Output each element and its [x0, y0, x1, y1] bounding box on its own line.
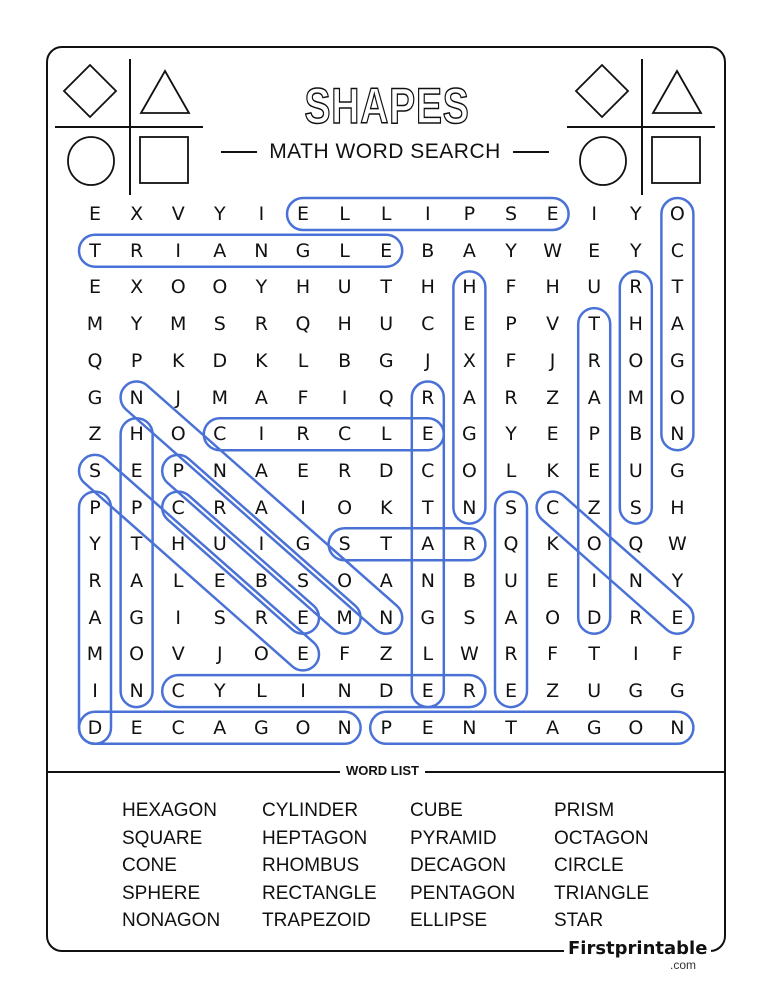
grid-letter: E	[671, 606, 684, 629]
shapes-decoration-left	[55, 47, 203, 187]
grid-letter: R	[129, 239, 144, 262]
grid-letter: I	[258, 423, 265, 446]
grid-letter: D	[378, 459, 394, 482]
grid-letter: C	[171, 716, 185, 739]
grid-letter: I	[591, 570, 597, 592]
grid-letter: W	[667, 533, 687, 556]
grid-letter: V	[171, 643, 185, 666]
grid-letter: I	[175, 606, 181, 629]
grid-letter: I	[424, 203, 431, 225]
word-list-item: RECTANGLE	[262, 882, 377, 904]
shapes-decoration-right	[567, 47, 715, 187]
grid-letter: S	[213, 313, 226, 336]
diamond-icon	[574, 63, 630, 119]
grid-letter: R	[504, 386, 518, 409]
grid-letter: P	[130, 349, 143, 372]
grid-letter: E	[588, 239, 601, 262]
word-list-item: SQUARE	[122, 827, 203, 849]
grid-letter: V	[546, 313, 560, 336]
grid-letter: H	[420, 276, 435, 299]
grid-letter: E	[296, 643, 309, 666]
grid-letter: O	[545, 606, 561, 629]
grid-letter: L	[256, 680, 267, 703]
grid-letter: O	[669, 203, 685, 225]
grid-letter: H	[171, 533, 186, 556]
grid-letter: I	[591, 203, 597, 225]
grid-letter: P	[505, 313, 517, 336]
grid-letter: I	[258, 533, 265, 556]
word-list-item: ELLIPSE	[410, 910, 488, 932]
grid-letter: G	[586, 716, 602, 739]
grid-letter: S	[296, 570, 310, 592]
triangle-icon	[139, 69, 191, 115]
grid-letter: G	[670, 349, 685, 372]
grid-letter: D	[378, 680, 394, 703]
grid-letter: Y	[89, 533, 101, 556]
grid-letter: D	[586, 606, 602, 629]
grid-letter: N	[129, 680, 144, 703]
grid-letter: E	[546, 203, 559, 225]
grid-letter: E	[421, 716, 434, 739]
grid-letter: E	[130, 716, 143, 739]
grid-letter: K	[546, 459, 559, 482]
grid-letter: K	[546, 533, 559, 556]
grid-letter: Z	[587, 496, 601, 519]
grid-letter: H	[295, 276, 311, 299]
word-list-item: CIRCLE	[554, 855, 624, 877]
grid-letter: I	[341, 386, 348, 409]
grid-letter: E	[213, 570, 226, 592]
grid-letter: T	[588, 313, 600, 336]
grid-letter: H	[628, 313, 643, 336]
square-icon	[139, 136, 189, 184]
grid-letter: Q	[87, 349, 103, 372]
grid-letter: C	[670, 239, 685, 262]
grid-letter: R	[254, 313, 268, 336]
grid-letter: R	[629, 606, 643, 629]
grid-letter: M	[169, 313, 187, 336]
grid-letter: H	[545, 276, 560, 299]
grid-letter: N	[212, 459, 227, 482]
divider	[221, 151, 257, 153]
grid-letter: I	[300, 680, 306, 703]
grid-letter: P	[463, 203, 476, 225]
grid-letter: O	[295, 716, 311, 739]
grid-letter: I	[92, 680, 98, 703]
grid-letter: T	[380, 533, 392, 556]
circle-icon	[65, 135, 117, 187]
brand-suffix: .com	[670, 958, 697, 972]
grid-letter: C	[171, 496, 185, 519]
grid-letter: E	[588, 459, 601, 482]
word-list-column	[122, 797, 220, 935]
grid-letter: F	[671, 643, 683, 666]
grid-letter: X	[462, 349, 476, 372]
word-list-item: DECAGON	[410, 855, 507, 877]
circle-icon	[577, 135, 629, 187]
divider	[567, 126, 715, 128]
grid-letter: Q	[628, 533, 644, 556]
grid-letter: N	[628, 570, 643, 592]
grid-letter: V	[171, 203, 185, 225]
word-list-item: OCTAGON	[554, 827, 649, 849]
grid-letter: G	[295, 533, 311, 556]
grid-letter: Q	[295, 313, 311, 336]
word-list-item: HEXAGON	[122, 800, 218, 821]
subtitle-row	[215, 138, 555, 166]
grid-letter: O	[253, 643, 269, 666]
diamond-icon	[62, 63, 118, 119]
grid-letter: P	[130, 496, 143, 519]
grid-letter: Y	[213, 203, 226, 225]
grid-letter: A	[504, 606, 518, 629]
grid-letter: W	[459, 643, 479, 666]
grid-letter: E	[421, 680, 434, 703]
grid-letter: N	[337, 716, 352, 739]
grid-letter: O	[337, 496, 353, 519]
square-icon	[651, 136, 701, 184]
grid-letter: E	[546, 570, 559, 592]
page-title: SHAPES	[304, 78, 470, 134]
word-list-item: NONAGON	[122, 910, 221, 932]
word-list-item: CYLINDER	[262, 800, 359, 821]
grid-letter: Y	[671, 570, 684, 592]
grid-letter: O	[628, 349, 644, 372]
grid-letter: J	[549, 349, 556, 372]
grid-letter: A	[462, 386, 476, 409]
grid-letter: S	[629, 496, 642, 519]
grid-letter: T	[671, 276, 684, 299]
grid-letter: L	[380, 203, 392, 225]
word-list-item: PYRAMID	[410, 827, 497, 849]
grid-letter: Y	[629, 203, 642, 225]
grid-letter: O	[170, 423, 186, 446]
grid-letter: M	[86, 643, 104, 666]
grid-letter: Q	[378, 386, 394, 409]
grid-letter: R	[629, 276, 643, 299]
word-list-item: PENTAGON	[410, 882, 516, 904]
grid-letter: O	[337, 570, 353, 592]
grid-letter: X	[130, 276, 144, 299]
grid-letter: Y	[629, 239, 642, 262]
word-list-item: STAR	[554, 910, 604, 932]
grid-letter: A	[254, 496, 268, 519]
grid-letter: A	[587, 386, 601, 409]
brand-logo: Firstprintable	[564, 938, 711, 959]
grid-letter: B	[421, 239, 435, 262]
grid-letter: U	[337, 276, 352, 299]
word-list-column	[554, 797, 649, 935]
grid-letter: G	[628, 680, 644, 703]
grid-letter: X	[130, 203, 144, 225]
word-list-item: PRISM	[554, 800, 615, 821]
grid-letter: N	[462, 496, 477, 519]
grid-letter: R	[296, 423, 310, 446]
grid-letter: G	[295, 239, 311, 262]
grid-letter: O	[628, 716, 644, 739]
grid-letter: M	[627, 386, 644, 409]
grid-letter: S	[504, 203, 518, 225]
grid-letter: S	[88, 459, 102, 482]
grid-letter: N	[337, 680, 352, 703]
grid-letter: S	[213, 606, 226, 629]
grid-letter: Z	[546, 386, 560, 409]
grid-letter: G	[462, 423, 477, 446]
grid-letter: G	[420, 606, 436, 629]
grid-letter: P	[89, 496, 101, 519]
grid-letter: Y	[213, 680, 226, 703]
grid-letter: L	[297, 349, 309, 372]
grid-letter: E	[130, 459, 143, 482]
grid-letter: A	[546, 716, 560, 739]
grid-letter: T	[588, 643, 600, 666]
grid-letter: O	[212, 276, 228, 299]
grid-letter: B	[254, 570, 268, 592]
grid-letter: U	[587, 276, 602, 299]
grid-letter: N	[670, 716, 685, 739]
grid-letter: E	[88, 276, 101, 299]
grid-letter: U	[628, 459, 643, 482]
grid-letter: H	[462, 276, 477, 299]
grid-letter: A	[213, 716, 227, 739]
grid-letter: G	[129, 606, 144, 629]
grid-letter: C	[337, 423, 352, 446]
grid-letter: D	[87, 716, 103, 739]
grid-letter: M	[211, 386, 228, 409]
grid-letter: G	[670, 680, 685, 703]
word-list-item: TRIANGLE	[554, 882, 650, 904]
grid-letter: N	[462, 716, 477, 739]
divider	[55, 126, 203, 128]
grid-letter: O	[170, 276, 186, 299]
grid-letter: J	[175, 386, 181, 409]
word-list-item: RHOMBUS	[262, 855, 360, 877]
grid-letter: K	[255, 349, 268, 372]
grid-letter: G	[254, 716, 269, 739]
grid-letter: S	[338, 533, 351, 556]
grid-letter: L	[505, 459, 517, 482]
grid-letter: C	[421, 313, 435, 336]
grid-letter: C	[171, 680, 185, 703]
grid-letter: B	[629, 423, 643, 446]
grid-letter: P	[172, 459, 184, 482]
grid-letter: L	[422, 643, 434, 666]
grid-letter: E	[504, 680, 517, 703]
grid-letter: I	[258, 203, 265, 225]
grid-letter: A	[130, 570, 144, 592]
grid-letter: E	[296, 203, 309, 225]
grid-letter: G	[378, 349, 394, 372]
grid-letter: N	[254, 239, 269, 262]
grid-letter: E	[296, 459, 309, 482]
grid-letter: E	[546, 423, 559, 446]
grid-letter: Y	[255, 276, 268, 299]
grid-letter: F	[547, 643, 559, 666]
grid-letter: Q	[503, 533, 519, 556]
grid-letter: A	[88, 606, 102, 629]
grid-letter: R	[88, 570, 102, 592]
grid-letter: K	[171, 349, 185, 372]
grid-letter: F	[339, 643, 351, 666]
word-list-item: HEPTAGON	[262, 827, 368, 849]
grid-letter: J	[424, 349, 431, 372]
grid-letter: R	[462, 533, 476, 556]
grid-letter: R	[254, 606, 268, 629]
grid-letter: A	[379, 570, 393, 592]
grid-letter: C	[545, 496, 560, 519]
grid-letter: A	[421, 533, 435, 556]
grid-letter: H	[129, 423, 144, 446]
grid-letter: S	[504, 496, 518, 519]
grid-letter: U	[587, 680, 602, 703]
grid-letter: L	[172, 570, 184, 592]
grid-letter: N	[129, 386, 144, 409]
word-list-column	[410, 797, 515, 935]
grid-letter: L	[339, 239, 350, 262]
grid-letter: R	[504, 643, 518, 666]
grid-letter: U	[379, 313, 394, 336]
word-list-item: CONE	[122, 855, 177, 877]
grid-letter: F	[505, 276, 517, 299]
grid-letter: J	[216, 643, 223, 666]
grid-letter: I	[632, 643, 639, 666]
grid-letter: O	[129, 643, 145, 666]
grid-letter: T	[505, 716, 517, 739]
grid-letter: S	[463, 606, 476, 629]
divider	[513, 151, 549, 153]
grid-letter: Z	[546, 680, 560, 703]
grid-letter: K	[379, 496, 393, 519]
grid-letter: T	[421, 496, 434, 519]
grid-letter: R	[421, 386, 435, 409]
grid-letter: Y	[130, 313, 143, 336]
grid-letter: N	[379, 606, 394, 629]
grid-letter: Z	[379, 643, 393, 666]
grid-letter: B	[462, 570, 476, 592]
grid-letter: E	[421, 423, 434, 446]
page-subtitle: MATH WORD SEARCH	[269, 140, 501, 163]
word-list-label: WORD LIST	[340, 763, 425, 778]
word-list-item: TRAPEZOID	[262, 910, 371, 932]
grid-letter: O	[669, 386, 685, 409]
grid-letter: A	[462, 239, 476, 262]
grid-letter: Z	[88, 423, 102, 446]
word-list-item: SPHERE	[122, 882, 201, 904]
grid-letter: I	[300, 496, 306, 519]
grid-letter: A	[254, 386, 268, 409]
grid-letter: T	[130, 533, 143, 556]
grid-letter: T	[380, 276, 392, 299]
grid-letter: F	[505, 349, 517, 372]
grid-letter: N	[420, 570, 435, 592]
grid-letter: O	[586, 533, 602, 556]
grid-letter: R	[462, 680, 476, 703]
grid-letter: Y	[505, 423, 517, 446]
grid-letter: Y	[505, 239, 517, 262]
grid-letter: P	[380, 716, 392, 739]
grid-letter: H	[337, 313, 352, 336]
triangle-icon	[651, 69, 703, 115]
word-list-item: CUBE	[410, 800, 463, 821]
grid-letter: R	[587, 349, 601, 372]
grid-letter: R	[337, 459, 352, 482]
grid-letter: T	[89, 239, 101, 262]
grid-letter: N	[670, 423, 685, 446]
grid-letter: A	[670, 313, 684, 336]
grid-letter: E	[463, 313, 476, 336]
grid-letter: U	[504, 570, 518, 592]
grid-letter: C	[213, 423, 227, 446]
grid-letter: B	[338, 349, 352, 372]
grid-letter: E	[380, 239, 393, 262]
grid-letter: I	[175, 239, 181, 262]
grid-letter: G	[87, 386, 103, 409]
grid-letter: M	[336, 606, 353, 629]
grid-letter: G	[670, 459, 685, 482]
grid-letter: U	[212, 533, 227, 556]
word-list-column	[262, 797, 377, 935]
grid-letter: O	[461, 459, 477, 482]
grid-letter: E	[296, 606, 309, 629]
grid-letter: W	[543, 239, 562, 262]
grid-letter: D	[212, 349, 228, 372]
grid-letter: C	[421, 459, 435, 482]
grid-letter: L	[380, 423, 392, 446]
grid-letter: A	[254, 459, 268, 482]
grid-letter: E	[88, 203, 101, 225]
grid-letter: H	[670, 496, 685, 519]
grid-letter: A	[213, 239, 227, 262]
grid-letter: R	[213, 496, 227, 519]
grid-letter: L	[339, 203, 350, 225]
grid-letter: F	[297, 386, 309, 409]
grid-letter: M	[86, 313, 104, 336]
grid-letter: P	[588, 423, 600, 446]
